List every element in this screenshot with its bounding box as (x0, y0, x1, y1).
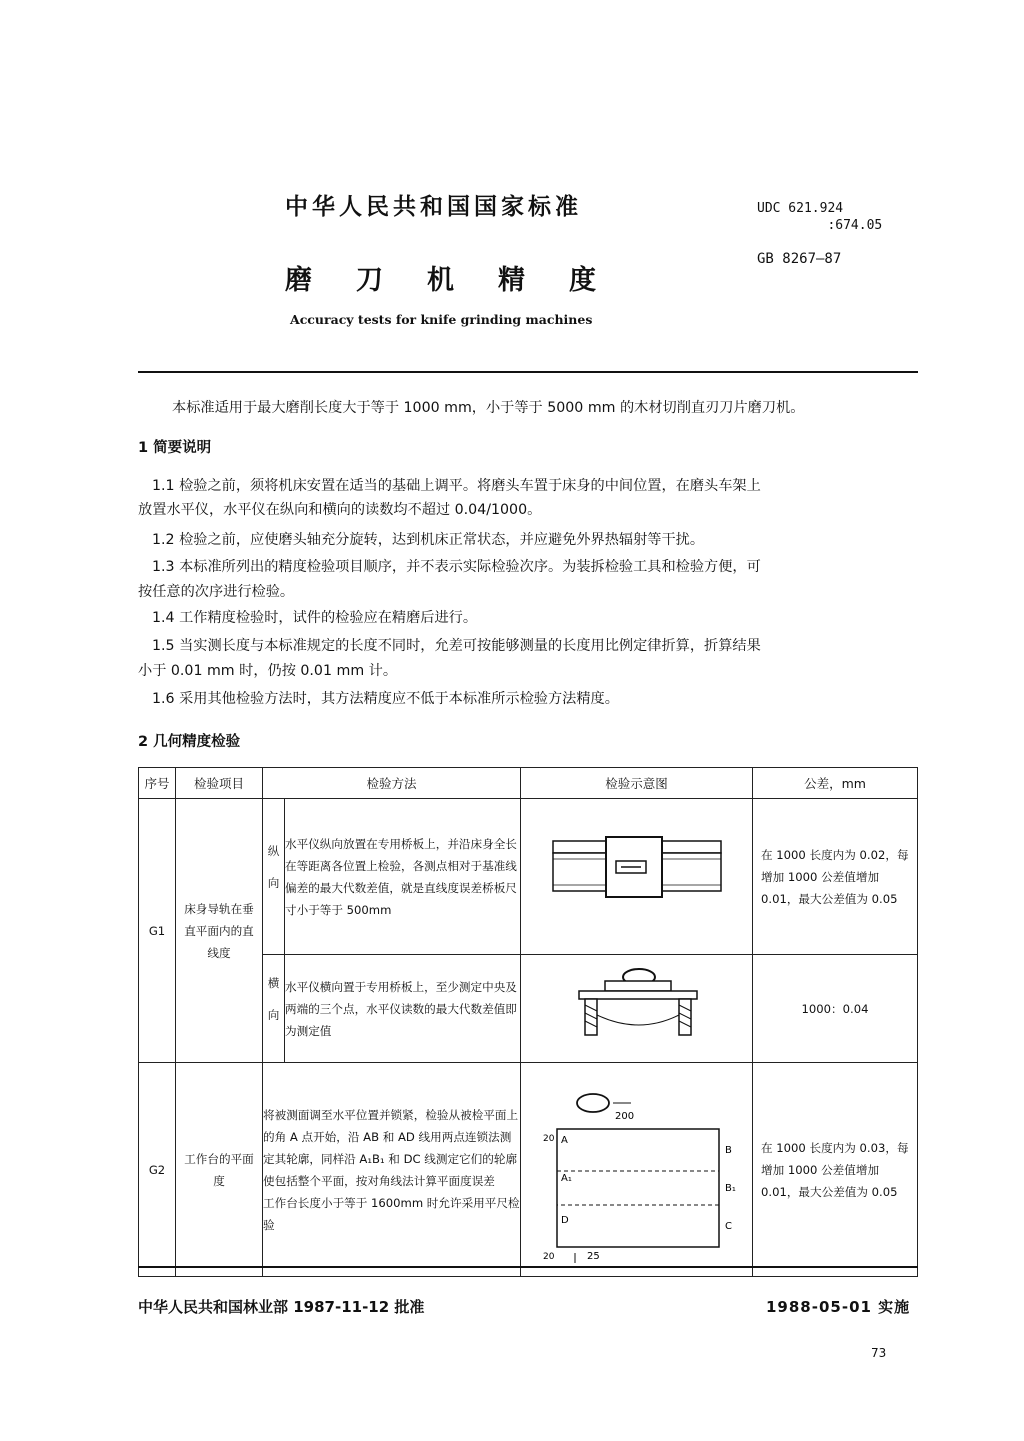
label-a: A (561, 1135, 568, 1146)
direction-transverse: 横向 (263, 955, 285, 1063)
flatness-figure (521, 1063, 753, 1273)
header-item: 检验项目 (176, 768, 263, 799)
clause-1-4: 1.4 工作精度检验时，试件的检验应在精磨后进行。 (152, 610, 478, 626)
table-row (139, 1063, 918, 1277)
table-row (139, 799, 918, 955)
clause-1-2: 1.2 检验之前，应使磨头轴充分旋转，达到机床正常状态，并应避免外界热辐射等干扰。 (152, 532, 705, 548)
row-id-g1: G1 (139, 799, 176, 1063)
method-g2 (263, 1063, 521, 1277)
bridge-level-figure (521, 799, 753, 951)
dim-200-label: 200 (615, 1111, 635, 1122)
footer-rule (138, 1266, 918, 1268)
figure-g1-longitudinal (521, 799, 753, 955)
label-a1: A₁ (561, 1173, 572, 1184)
approval-line: 中华人民共和国林业部 1987-11-12 批准 (138, 1298, 425, 1316)
document-title-english: Accuracy tests for knife grinding machines (290, 312, 593, 327)
tolerance-g1-transverse: 1000：0.04 (753, 955, 918, 1063)
method-g1-longitudinal: 水平仪纵向放置在专用桥板上，并沿床身全长在等距离各位置上检验，各测点相对于基准线偏差的最大代数差值，就是直线度误差桥板尺寸小于等于 500mm (285, 799, 521, 955)
direction-longitudinal: 纵向 (263, 799, 285, 955)
tolerance-g2: 在 1000 长度内为 0.03，每增加 1000 公差值增加 0.01，最大公差值为 0.05 (753, 1063, 918, 1277)
tolerance-g1-longitudinal: 在 1000 长度内为 0.02，每增加 1000 公差值增加 0.01，最大公差值为 0.05 (753, 799, 918, 955)
method-g1-transverse: 水平仪横向置于专用桥板上，至少测定中央及两端的三个点，水平仪读数的最大代数差值即为测定值 (285, 955, 521, 1063)
clause-1-3-cont: 按任意的次序进行检验。 (138, 584, 295, 600)
clause-1-1: 1.1 检验之前，须将机床安置在适当的基础上调平。将磨头车置于床身的中间位置，在磨头车架上 (152, 478, 761, 494)
section-1-heading: 1 简要说明 (138, 440, 212, 456)
figure-g2 (521, 1063, 753, 1277)
label-d: D (561, 1215, 569, 1226)
clause-1-5-cont: 小于 0.01 mm 时，仍按 0.01 mm 计。 (138, 663, 398, 679)
figure-g1-transverse (521, 955, 753, 1063)
label-b: B (725, 1145, 732, 1156)
method-g2-text: 将被测面调至水平位置并锁紧，检验从被检平面上的角 A 点开始，沿 AB 和 AD 线用两点连锁法测定其轮廓，同样沿 A₁B₁ 和 DC 线测定它们的轮廓使包括整个平面，按对角线法计算平面度误差 (263, 1107, 519, 1188)
clause-1-1-cont: 放置水平仪，水平仪在纵向和横向的读数均不超过 0.04/1000。 (138, 502, 542, 518)
label-c: C (725, 1221, 732, 1232)
header-rule (138, 371, 918, 373)
method-g2-note: 工作台长度小于等于 1600mm 时允许采用平尺检验 (263, 1195, 520, 1232)
gb-number: GB 8267—87 (757, 251, 842, 267)
item-g1: 床身导轨在垂直平面内的直线度 (176, 799, 263, 1063)
udc-code: UDC 621.924 :674.05 (757, 201, 883, 233)
header-tolerance: 公差，mm (753, 768, 918, 799)
clause-1-5: 1.5 当实测长度与本标准规定的长度不同时，允差可按能够测量的长度用比例定律折算，折算结果 (152, 638, 761, 654)
label-b1: B₁ (725, 1183, 736, 1194)
accuracy-table (138, 767, 918, 1277)
standard-name: 中华人民共和国国家标准 (285, 194, 582, 220)
table-header-row (139, 768, 918, 799)
header-seq: 序号 (139, 768, 176, 799)
cross-level-figure (521, 955, 753, 1059)
header-figure: 检验示意图 (521, 768, 753, 799)
clause-1-6: 1.6 采用其他检验方法时，其方法精度应不低于本标准所示检验方法精度。 (152, 691, 619, 707)
item-g2: 工作台的平面度 (176, 1063, 263, 1277)
scope-paragraph: 本标准适用于最大磨削长度大于等于 1000 mm，小于等于 5000 mm 的木材切削直刃刀片磨刀机。 (172, 400, 805, 416)
implementation-date: 1988-05-01 实施 (766, 1298, 911, 1316)
header-method: 检验方法 (263, 768, 521, 799)
page-number: 73 (871, 1346, 887, 1360)
dim-20-bottom-label: 20 (543, 1252, 555, 1262)
row-id-g2: G2 (139, 1063, 176, 1277)
document-title: 磨刀机精度 (285, 265, 640, 296)
dim-20-top-label: 20 (543, 1134, 555, 1144)
dim-25-label: 25 (587, 1251, 600, 1262)
clause-1-3: 1.3 本标准所列出的精度检验项目顺序，并不表示实际检验次序。为装拆检验工具和检验方便，可 (152, 559, 761, 575)
section-2-heading: 2 几何精度检验 (138, 734, 241, 750)
